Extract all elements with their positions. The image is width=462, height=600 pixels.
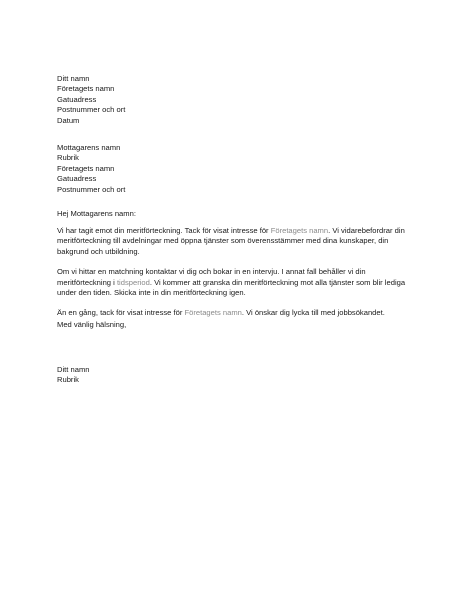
letter-date[interactable]: Datum — [57, 115, 80, 125]
body-paragraph-1-text-b: . Vi vidarebefordrar din meritförteckning till avdelningar med öppna tjänster som överensstämmer med dina kunskaper, din bakgrund och utbildning. — [57, 226, 405, 256]
recipient-company[interactable]: Företagets namn — [57, 163, 115, 173]
sender-address-block — [57, 74, 417, 126]
body-paragraph-1-text-a: Vi har tagit emot din meritförteckning. Tack för visat intresse för — [57, 226, 271, 235]
sender-company[interactable]: Företagets namn — [57, 84, 115, 94]
recipient-postal-city[interactable]: Postnummer och ort — [57, 184, 126, 194]
body-paragraph-3-text-a: Än en gång, tack för visat intresse för — [57, 308, 185, 318]
body-paragraph-2[interactable] — [57, 267, 417, 298]
closing-text[interactable]: Med vänlig hälsning, — [57, 320, 127, 329]
company-name-placeholder[interactable]: Företagets namn — [184, 308, 242, 318]
recipient-title[interactable]: Rubrik — [57, 153, 79, 163]
signature-name[interactable]: Ditt namn — [57, 365, 90, 374]
sender-postal-city[interactable]: Postnummer och ort — [57, 105, 126, 115]
salutation-text[interactable]: Hej Mottagarens namn: — [57, 209, 136, 218]
body-paragraph-2-text-b: . Vi kommer att granska din meritförteckning mot alla tjänster som blir lediga under den tiden. Skicka inte in din meritförteckning igen. — [57, 277, 406, 298]
body-paragraph-2-text-a: Om vi hittar en matchning kontaktar vi dig och bokar in en intervju. I annat fall behåller vi din meritförteckning i — [57, 267, 366, 287]
signature-block — [57, 365, 417, 386]
salutation — [57, 209, 417, 219]
recipient-name[interactable]: Mottagarens namn — [57, 143, 121, 152]
recipient-street[interactable]: Gatuadress — [57, 174, 97, 184]
company-name-placeholder[interactable]: Företagets namn — [270, 226, 329, 235]
closing — [57, 320, 417, 330]
recipient-address-block — [57, 143, 417, 195]
sender-name[interactable]: Ditt namn — [57, 74, 90, 83]
letter-body — [57, 226, 417, 319]
body-paragraph-1[interactable] — [57, 226, 417, 257]
sender-street[interactable]: Gatuadress — [57, 94, 97, 104]
body-paragraph-3-text-b: . Vi önskar dig lycka till med jobbsökandet. — [241, 308, 385, 318]
signature-title[interactable]: Rubrik — [57, 375, 79, 385]
body-paragraph-3[interactable] — [57, 308, 417, 318]
time-period-placeholder[interactable]: tidsperiod — [116, 277, 150, 287]
